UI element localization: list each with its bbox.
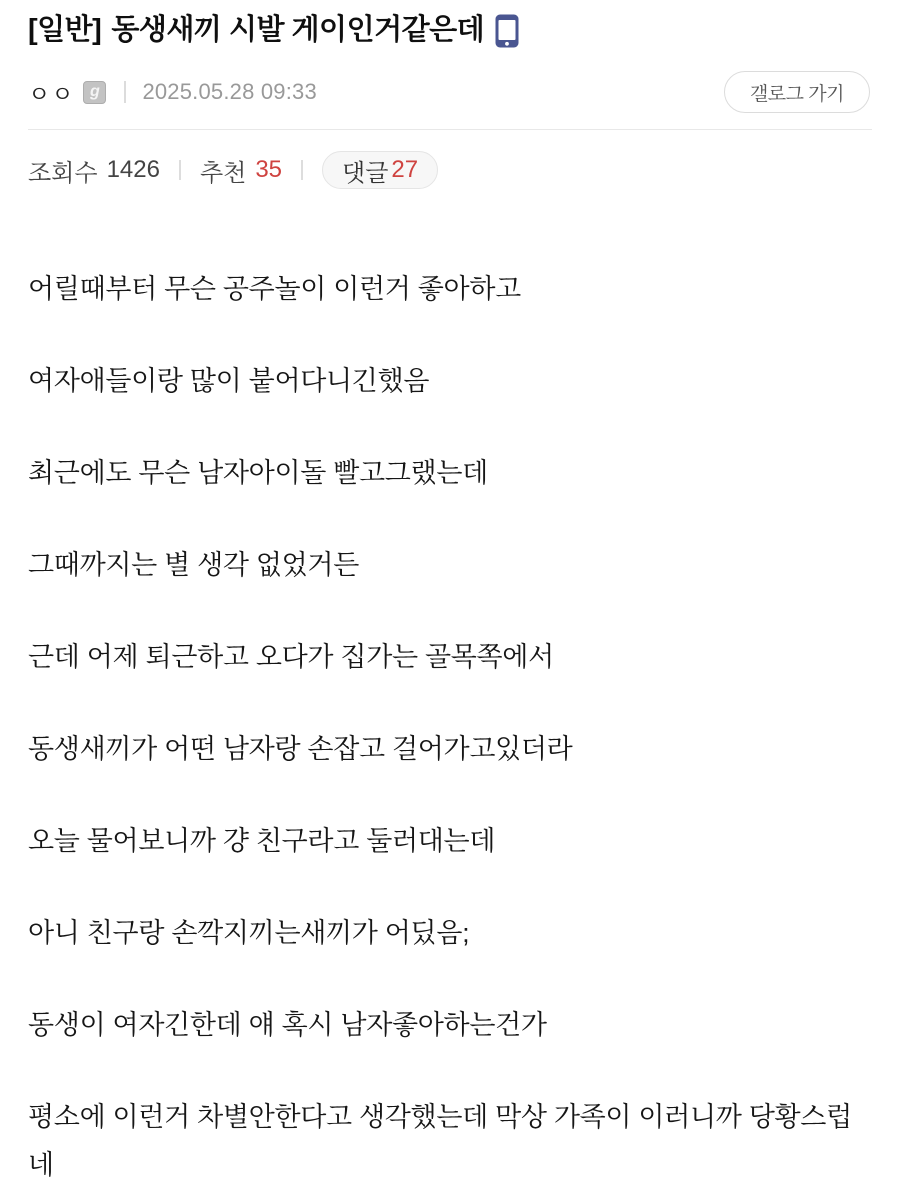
post-paragraph: 동생새끼가 어떤 남자랑 손잡고 걸어가고있더라	[28, 734, 573, 764]
views-count: 1426	[106, 156, 160, 183]
post-header	[0, 0, 900, 130]
stats-divider	[301, 160, 303, 180]
post-paragraph: 오늘 물어보니까 걍 친구라고 둘러대는데	[28, 826, 496, 856]
post-body	[0, 189, 900, 1189]
author-name: ㅇㅇ	[28, 80, 75, 107]
post-paragraph: 여자애들이랑 많이 붙어다니긴했음	[28, 366, 430, 396]
comments-label: 댓글	[342, 159, 389, 187]
likes-label: 추천	[199, 159, 247, 187]
post-paragraph: 그때까지는 별 생각 없었거든	[28, 550, 359, 580]
stats-row	[0, 130, 900, 189]
post-paragraph: 최근에도 무슨 남자아이돌 빨고그랬는데	[28, 458, 488, 488]
post-paragraph: 동생이 여자긴한데 얘 혹시 남자좋아하는건가	[28, 1010, 547, 1040]
likes-count: 35	[255, 156, 283, 183]
post-paragraph: 어릴때부터 무슨 공주놀이 이런거 좋아하고	[28, 274, 521, 304]
comments-pill[interactable]	[322, 151, 438, 189]
post-paragraph: 아니 친구랑 손깍지끼는새끼가 어딨음;	[28, 918, 470, 948]
post-title: 동생새끼 시발 게이인거같은데	[111, 14, 485, 46]
post-meta-row	[28, 70, 872, 114]
post-paragraph: 평소에 이런거 차별안한다고 생각했는데 막상 가족이 이러니까 당황스럽네	[28, 1102, 852, 1180]
post-category: [일반]	[28, 14, 102, 46]
post-paragraph: 근데 어제 퇴근하고 오다가 집가는 골목쪽에서	[28, 642, 554, 672]
views-label: 조회수	[28, 159, 98, 187]
gallog-button[interactable]: 갤로그 가기	[724, 71, 870, 113]
mobile-phone-icon	[494, 13, 520, 49]
gallog-icon[interactable]: g	[83, 81, 106, 104]
stats-divider	[179, 160, 181, 180]
post-date: 2025.05.28 09:33	[142, 79, 317, 104]
meta-divider	[124, 81, 126, 103]
comments-count: 27	[391, 156, 419, 183]
post-title-row	[28, 10, 872, 50]
